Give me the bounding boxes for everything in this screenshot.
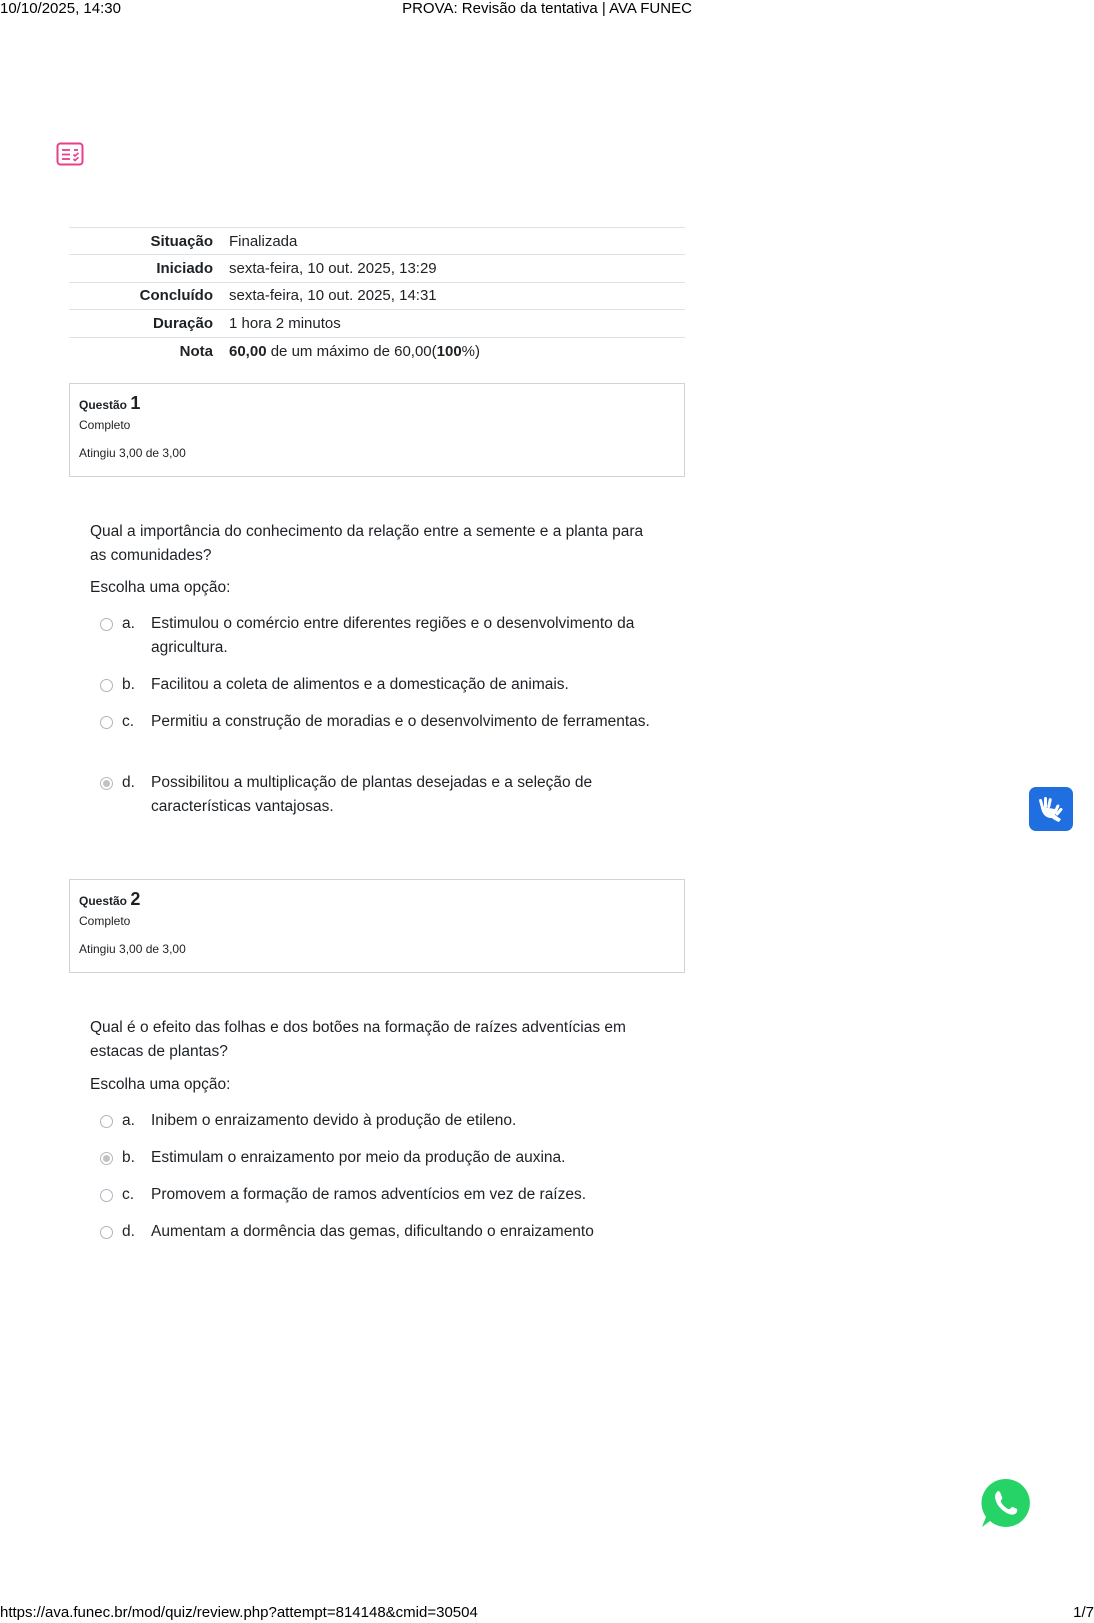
quiz-list-icon — [56, 142, 84, 166]
summary-row-state — [69, 228, 685, 255]
answer-text: Estimulou o comércio entre diferentes regiões e o desenvolvimento da agricultura. — [151, 615, 635, 656]
summary-row-duration — [69, 310, 685, 337]
question-info-box — [69, 383, 685, 477]
answer-prompt: Escolha uma opção: — [90, 579, 231, 596]
question-label: Questão — [79, 894, 128, 908]
answer-letter: a. — [122, 1112, 135, 1129]
question-grade: Atingiu 3,00 de 3,00 — [79, 446, 186, 460]
summary-value: sexta-feira, 10 out. 2025, 13:29 — [229, 260, 437, 278]
whatsapp-icon[interactable] — [979, 1476, 1033, 1530]
summary-value: Finalizada — [229, 232, 298, 250]
question-info-box — [69, 879, 685, 973]
answer-letter: a. — [122, 615, 135, 632]
answer-text: Inibem o enraizamento devido à produção de etileno. — [151, 1112, 517, 1129]
summary-grade-value — [229, 337, 685, 364]
print-footer — [0, 1604, 1094, 1622]
print-datetime: 10/10/2025, 14:30 — [0, 0, 121, 17]
hand-sign-language-icon — [1029, 787, 1073, 831]
question-label: Questão — [79, 398, 128, 412]
question-number — [79, 888, 675, 910]
print-page-number: 1/7 — [1073, 1604, 1094, 1621]
summary-label: Concluído — [139, 287, 213, 305]
summary-value: sexta-feira, 10 out. 2025, 14:31 — [229, 287, 437, 305]
question-number — [79, 392, 675, 414]
question-state: Completo — [79, 914, 131, 928]
summary-label: Iniciado — [156, 260, 213, 278]
question-text: Qual é o efeito das folhas e dos botões na formação de raízes adventícias em estacas de plantas? — [90, 1019, 626, 1060]
grade-max: de um máximo de 60,00( — [266, 342, 437, 360]
answer-text: Aumentam a dormência das gemas, dificultando o enraizamento — [151, 1223, 594, 1240]
grade-score: 60,00 — [229, 342, 267, 360]
print-url: https://ava.funec.br/mod/quiz/review.php?attempt=814148&cmid=30504 — [0, 1604, 478, 1621]
grade-percent: 100 — [436, 342, 462, 360]
radio-button-checked[interactable] — [100, 1152, 113, 1165]
summary-label: Situação — [150, 232, 213, 250]
answer-letter: b. — [122, 676, 135, 693]
print-header — [0, 0, 1094, 18]
question-text: Qual a importância do conhecimento da relação entre a semente e a planta para as comunidades? — [90, 523, 644, 564]
answer-letter: b. — [122, 1149, 135, 1166]
answer-text: Permitiu a construção de moradias e o desenvolvimento de ferramentas. — [151, 713, 650, 730]
radio-button[interactable] — [100, 716, 113, 729]
radio-button[interactable] — [100, 618, 113, 631]
libras-accessibility-button[interactable] — [1029, 787, 1073, 831]
answer-text: Promovem a formação de ramos adventícios em vez de raízes. — [151, 1186, 587, 1203]
answer-letter: c. — [122, 713, 135, 730]
answer-letter: d. — [122, 1223, 135, 1240]
radio-button-checked[interactable] — [100, 777, 113, 790]
question-state: Completo — [79, 418, 131, 432]
answer-text: Facilitou a coleta de alimentos e a domesticação de animais. — [151, 676, 569, 693]
answer-text: Possibilitou a multiplicação de plantas desejadas e a seleção de características vantajosas. — [151, 774, 593, 815]
radio-button[interactable] — [100, 679, 113, 692]
summary-row-completed — [69, 282, 685, 309]
summary-row-started — [69, 255, 685, 282]
answer-letter: d. — [122, 774, 135, 791]
print-title: PROVA: Revisão da tentativa | AVA FUNEC — [402, 0, 692, 17]
summary-label: Nota — [179, 342, 213, 360]
summary-row-grade — [69, 337, 685, 364]
attempt-summary-table — [69, 227, 685, 364]
grade-suffix: %) — [461, 342, 481, 360]
question-number-value: 1 — [130, 393, 141, 413]
answer-letter: c. — [122, 1186, 135, 1203]
summary-value: 1 hora 2 minutos — [229, 314, 341, 332]
summary-label: Duração — [152, 314, 213, 332]
answer-prompt: Escolha uma opção: — [90, 1076, 231, 1093]
radio-button[interactable] — [100, 1115, 113, 1128]
question-number-value: 2 — [130, 889, 141, 909]
radio-button[interactable] — [100, 1189, 113, 1202]
radio-button[interactable] — [100, 1226, 113, 1239]
answer-text: Estimulam o enraizamento por meio da produção de auxina. — [151, 1149, 566, 1166]
question-grade: Atingiu 3,00 de 3,00 — [79, 942, 186, 956]
